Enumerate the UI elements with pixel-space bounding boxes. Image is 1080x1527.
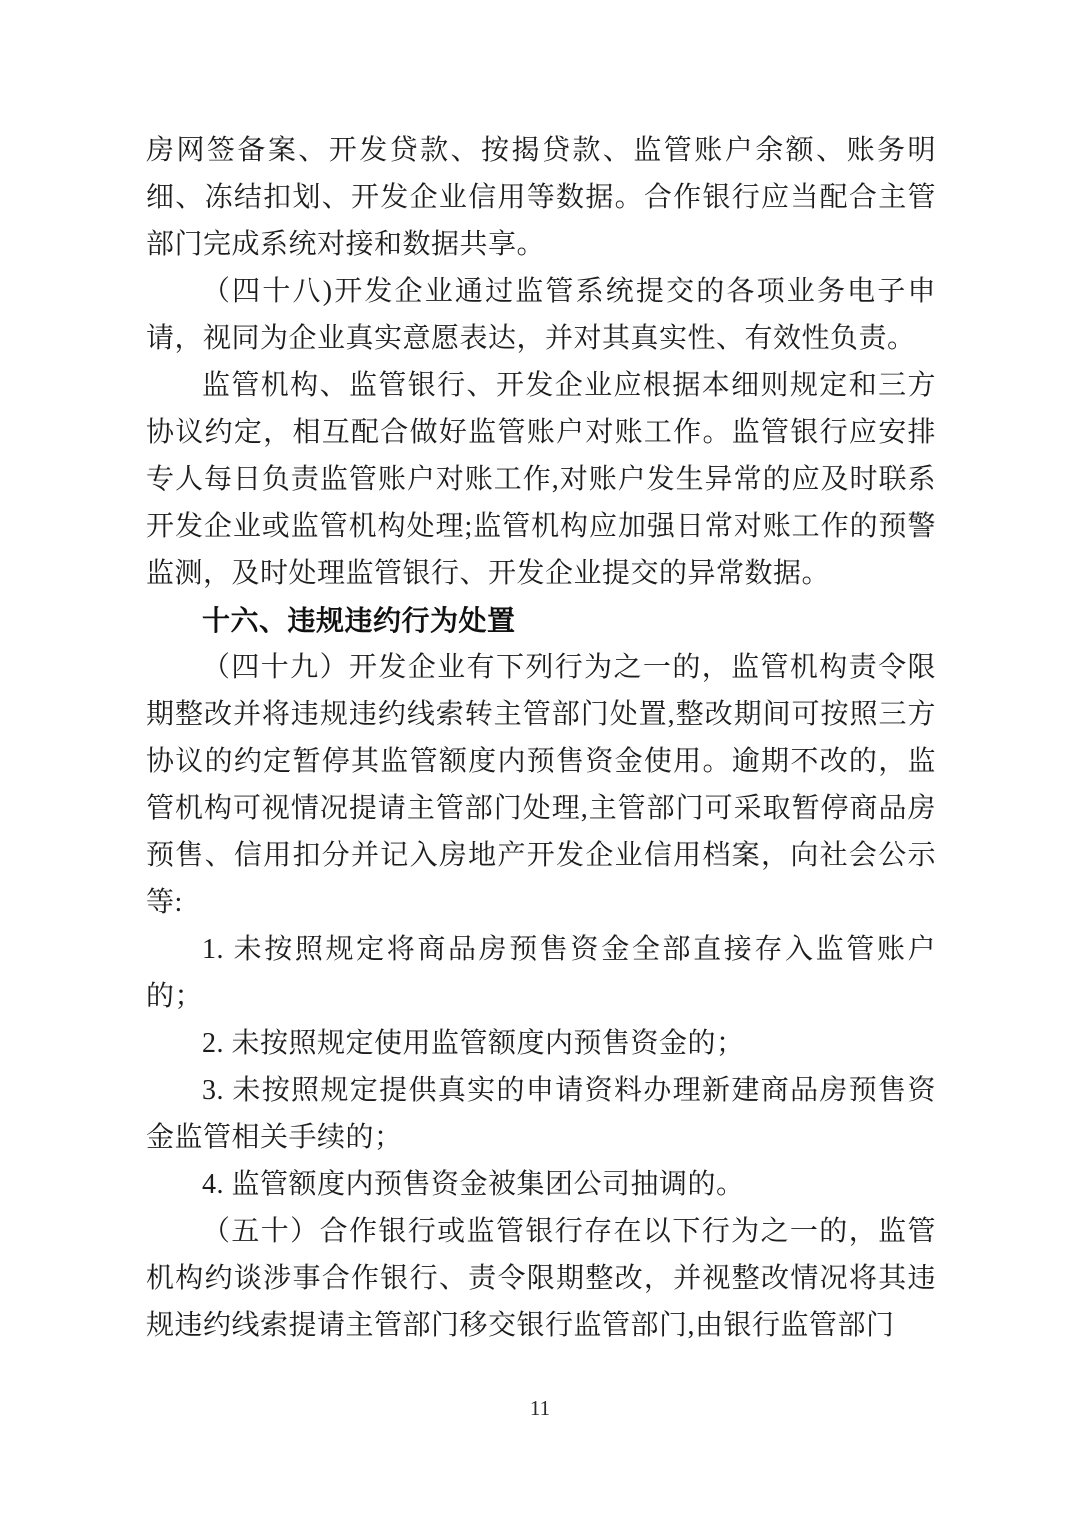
list-item-4: 4. 监管额度内预售资金被集团公司抽调的。 bbox=[202, 1169, 745, 1200]
paragraph-data-sharing: 房网签备案、开发贷款、按揭贷款、监管账户余额、账务明细、冻结扣划、开发企业信用等数据。合作银行应当配合主管部门完成系统对接和数据共享。 bbox=[146, 135, 936, 260]
list-item-2: 2. 未按照规定使用监管额度内预售资金的； bbox=[202, 1028, 745, 1059]
paragraph-account-reconciliation: 监管机构、监管银行、开发企业应根据本细则规定和三方协议约定，相互配合做好监管账户对账工作。监管银行应安排专人每日负责监管账户对账工作,对账户发生异常的应及时联系开发企业或监管机构处理;监管机构应加强日常对账工作的预警监测，及时处理监管银行、开发企业提交的异常数据。 bbox=[146, 370, 936, 589]
document-body bbox=[146, 127, 936, 1349]
paragraph-article-49: （四十九）开发企业有下列行为之一的，监管机构责令限期整改并将违规违约线索转主管部门处置,整改期间可按照三方协议的约定暂停其监管额度内预售资金使用。逾期不改的，监管机构可视情况提请主管部门处理,主管部门可采取暂停商品房预售、信用扣分并记入房地产开发企业信用档案，向社会公示等: bbox=[146, 652, 936, 918]
list-item-3: 3. 未按照规定提供真实的申请资料办理新建商品房预售资金监管相关手续的； bbox=[146, 1075, 936, 1153]
paragraph-article-48: （四十八)开发企业通过监管系统提交的各项业务电子申请，视同为企业真实意愿表达，并对其真实性、有效性负责。 bbox=[146, 276, 936, 354]
list-item-1: 1. 未按照规定将商品房预售资金全部直接存入监管账户的； bbox=[146, 934, 936, 1012]
page-footer bbox=[0, 1396, 1080, 1421]
section-heading-16: 十六、违规违约行为处置 bbox=[202, 605, 516, 636]
page-number: 11 bbox=[529, 1396, 551, 1420]
paragraph-article-50: （五十）合作银行或监管银行存在以下行为之一的，监管机构约谈涉事合作银行、责令限期整改，并视整改情况将其违规违约线索提请主管部门移交银行监管部门,由银行监管部门 bbox=[146, 1216, 936, 1341]
